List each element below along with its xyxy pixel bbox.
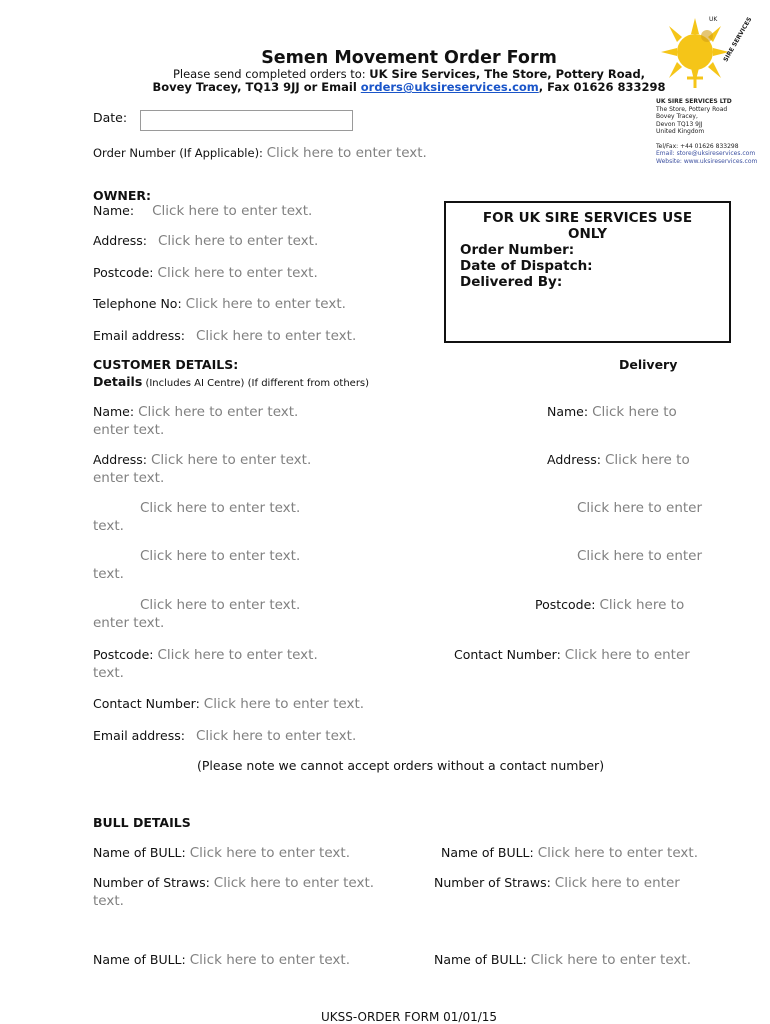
details-row	[93, 374, 369, 389]
company-address-1: The Store, Pottery Road	[656, 105, 728, 113]
customer-postcode-label: Postcode:	[93, 647, 154, 662]
bull1-straws-field[interactable]: Click here to enter text.	[213, 875, 375, 891]
owner-telephone-row	[93, 296, 346, 312]
bull2-name-row	[441, 845, 698, 861]
fax-number: , Fax 01626 833298	[538, 80, 666, 94]
details-note: (Includes AI Centre) (If different from others)	[142, 378, 370, 389]
order-number-field[interactable]: Click here to enter text.	[266, 145, 427, 161]
delivery-name-row	[547, 404, 677, 420]
delivery-heading: Delivery	[619, 357, 678, 372]
customer-address-row	[93, 452, 311, 468]
customer-heading: CUSTOMER DETAILS:	[93, 357, 239, 372]
delivery-address-line2-field[interactable]: Click here to enter	[577, 500, 703, 516]
bull1-straws-label: Number of Straws:	[93, 875, 210, 890]
customer-email-field[interactable]: Click here to enter text.	[195, 728, 357, 744]
owner-postcode-label: Postcode:	[93, 265, 154, 280]
office-date-of-dispatch: Date of Dispatch:	[460, 258, 593, 274]
company-details	[656, 98, 757, 165]
office-use-heading	[446, 203, 729, 242]
bull1-name-row	[93, 845, 350, 861]
company-address-2: Bovey Tracey,	[656, 113, 698, 120]
customer-address-label: Address:	[93, 452, 147, 467]
bull3-name-row	[93, 952, 350, 968]
customer-name-row	[93, 404, 298, 420]
logo-badge-side: SIRE SERVICES	[722, 16, 754, 64]
owner-address-row	[93, 233, 318, 249]
owner-telephone-label: Telephone No:	[93, 296, 182, 311]
customer-address-line3-wrap: text.	[93, 566, 124, 582]
sun-logo-icon	[655, 14, 735, 94]
customer-address-line4-field[interactable]: Click here to enter text.	[140, 597, 301, 613]
customer-address-line4-wrap: enter text.	[93, 615, 165, 631]
customer-name-field[interactable]: Click here to enter text.	[138, 404, 299, 420]
bull1-straws-wrap: text.	[93, 893, 124, 909]
customer-address-field[interactable]: Click here to enter text.	[150, 452, 312, 468]
owner-address-label: Address:	[93, 233, 147, 248]
bull2-name-field[interactable]: Click here to enter text.	[537, 845, 698, 861]
customer-address-field-wrap: enter text.	[93, 470, 165, 486]
contact-number-note: (Please note we cannot accept orders without a contact number)	[197, 758, 605, 773]
order-number-label: Order Number (If Applicable):	[93, 146, 267, 160]
office-use-heading-line2: ONLY	[567, 226, 608, 242]
customer-name-field-wrap: enter text.	[93, 422, 165, 438]
bull2-straws-row	[434, 875, 680, 891]
owner-email-label: Email address:	[93, 328, 185, 343]
owner-telephone-field[interactable]: Click here to enter text.	[185, 296, 346, 312]
office-delivered-by: Delivered By:	[460, 274, 563, 290]
delivery-postcode-label: Postcode:	[535, 597, 596, 612]
owner-name-field[interactable]: Click here to enter text.	[152, 203, 313, 219]
company-logo	[655, 14, 754, 94]
footer-form-code: UKSS-ORDER FORM 01/01/15	[320, 1010, 498, 1024]
bull3-name-field[interactable]: Click here to enter text.	[189, 952, 350, 968]
delivery-name-label: Name:	[547, 404, 589, 419]
company-address-4: United Kingdom	[656, 128, 705, 135]
page-title: Semen Movement Order Form	[261, 48, 557, 68]
delivery-address-field[interactable]: Click here to	[604, 452, 690, 468]
date-label: Date:	[93, 110, 128, 125]
bull4-name-row	[434, 952, 691, 968]
customer-postcode-row	[93, 647, 318, 663]
company-email: Email: store@uksireservices.com	[656, 150, 756, 157]
customer-contact-row	[93, 696, 364, 712]
customer-postcode-wrap: text.	[93, 665, 124, 681]
owner-name-row	[93, 203, 312, 219]
bull1-straws-row	[93, 875, 374, 891]
order-number-row	[93, 145, 427, 161]
delivery-postcode-row	[535, 597, 684, 613]
owner-postcode-field[interactable]: Click here to enter text.	[157, 265, 318, 281]
company-name: UK SIRE SERVICES LTD	[656, 98, 732, 105]
owner-postcode-row	[93, 265, 318, 281]
customer-postcode-field[interactable]: Click here to enter text.	[157, 647, 318, 663]
owner-address-field[interactable]: Click here to enter text.	[158, 233, 319, 249]
date-field[interactable]	[140, 110, 353, 131]
delivery-contact-row	[454, 647, 690, 663]
bull2-name-label: Name of BULL:	[441, 845, 534, 860]
company-tel: Tel/Fax: +44 01626 833298	[656, 142, 739, 150]
customer-email-label: Email address:	[93, 728, 185, 743]
bull4-name-field[interactable]: Click here to enter text.	[530, 952, 691, 968]
owner-email-row	[93, 328, 356, 344]
customer-contact-label: Contact Number:	[93, 696, 200, 711]
bull1-name-label: Name of BULL:	[93, 845, 186, 860]
office-use-box	[444, 201, 731, 343]
details-label: Details	[93, 374, 143, 389]
office-use-heading-line1: FOR UK SIRE SERVICES USE	[482, 210, 693, 226]
delivery-address-line3-field[interactable]: Click here to enter	[577, 548, 703, 564]
bull1-name-field[interactable]: Click here to enter text.	[189, 845, 350, 861]
delivery-address-row	[547, 452, 690, 468]
customer-address-line2-field[interactable]: Click here to enter text.	[140, 500, 301, 516]
company-website: Website: www.uksireservices.com	[656, 157, 758, 165]
send-address: UK Sire Services, The Store, Pottery Road,	[369, 67, 646, 81]
owner-heading: OWNER:	[93, 188, 152, 203]
customer-name-label: Name:	[93, 404, 135, 419]
delivery-contact-label: Contact Number:	[454, 647, 561, 662]
bull3-name-label: Name of BULL:	[93, 952, 186, 967]
bull2-straws-label: Number of Straws:	[434, 875, 551, 890]
logo-badge-top: UK	[709, 16, 718, 23]
send-prefix: Please send completed orders to:	[172, 67, 370, 81]
customer-address-line2-wrap: text.	[93, 518, 124, 534]
customer-address-line3-field[interactable]: Click here to enter text.	[140, 548, 301, 564]
customer-email-row	[93, 728, 356, 744]
orders-email-link[interactable]: orders@uksireservices.com	[360, 80, 539, 94]
owner-name-label: Name:	[93, 203, 135, 218]
delivery-postcode-field[interactable]: Click here to	[599, 597, 685, 613]
customer-contact-field[interactable]: Click here to enter text.	[203, 696, 365, 712]
bull-heading: BULL DETAILS	[93, 815, 191, 830]
bull2-straws-field[interactable]: Click here to enter	[554, 875, 680, 891]
delivery-address-label: Address:	[547, 452, 601, 467]
owner-email-field[interactable]: Click here to enter text.	[195, 328, 357, 344]
delivery-contact-field[interactable]: Click here to enter	[564, 647, 690, 663]
bull4-name-label: Name of BULL:	[434, 952, 527, 967]
office-order-number: Order Number:	[460, 242, 575, 258]
company-address-3: Devon TQ13 9JJ	[656, 120, 703, 128]
send-address-cont: Bovey Tracey, TQ13 9JJ or Email	[152, 80, 361, 94]
delivery-name-field[interactable]: Click here to	[592, 404, 677, 420]
